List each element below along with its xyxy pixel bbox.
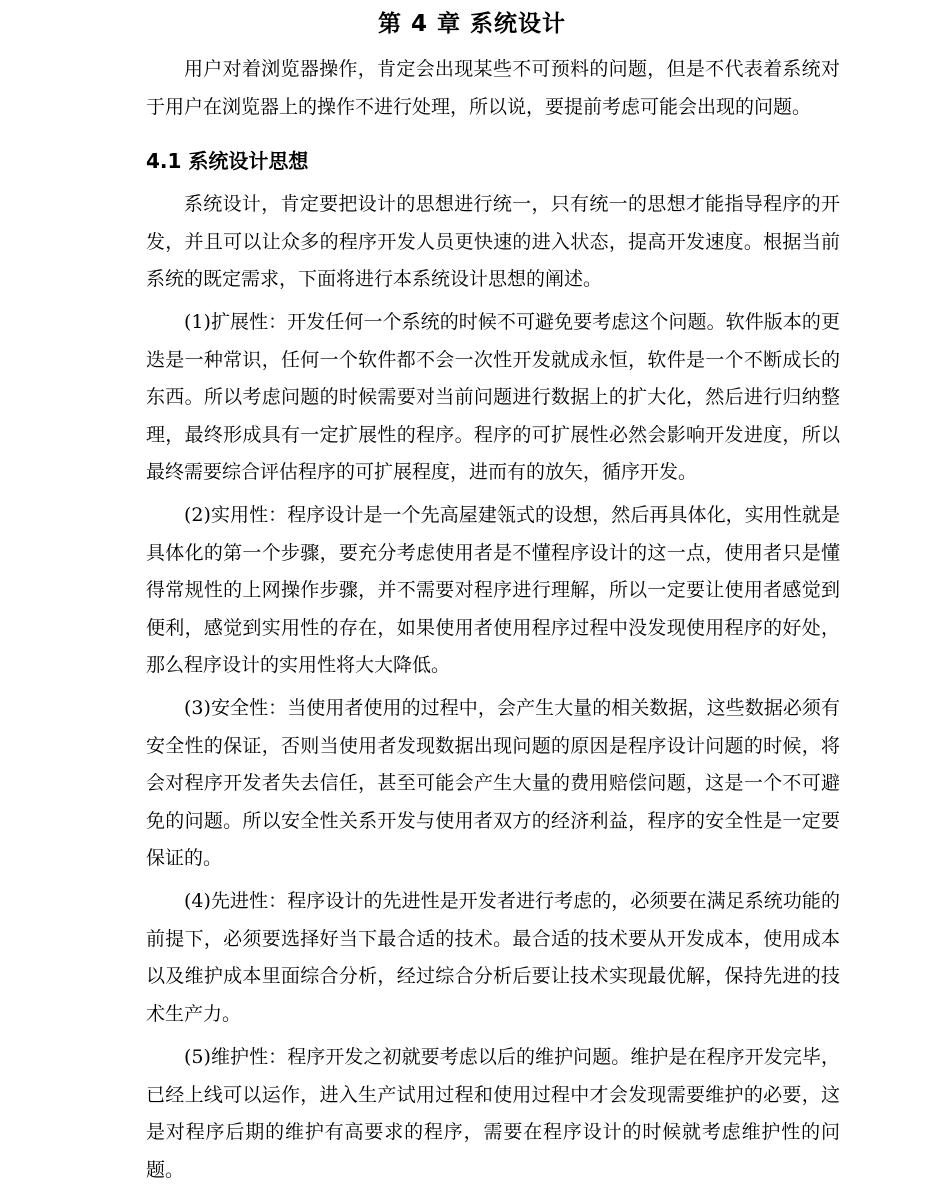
chapter-intro-paragraph: 用户对着浏览器操作，肯定会出现某些不可预料的问题，但是不代表着系统对于用户在浏览器上的操作不进行处理，所以说，要提前考虑可能会出现的问题。: [146, 58, 840, 118]
section-title: 4.1 系统设计思想: [146, 149, 309, 173]
item-maintainability-paragraph: (5)维护性：程序开发之初就要考虑以后的维护问题。维护是在程序开发完毕，已经上线可以运作，进入生产试用过程和使用过程中才会发现需要维护的必要，这是对程序后期的维护有高要求的程序，需要在程序设计的时候就考虑维护性的问题。: [146, 1046, 840, 1181]
item-extensibility-paragraph: (1)扩展性：开发任何一个系统的时候不可避免要考虑这个问题。软件版本的更迭是一种常识，任何一个软件都不会一次性开发就成永恒，软件是一个不断成长的东西。所以考虑问题的时候需要对当前问题进行数据上的扩大化，然后进行归纳整理，最终形成具有一定扩展性的程序。程序的可扩展性必然会影响开发进度，所以最终需要综合评估程序的可扩展程度，进而有的放矢，循序开发。: [146, 311, 840, 483]
item-security-paragraph: (3)安全性：当使用者使用的过程中，会产生大量的相关数据，这些数据必须有安全性的保证，否则当使用者发现数据出现问题的原因是程序设计问题的时候，将会对程序开发者失去信任，甚至可能会产生大量的费用赔偿问题，这是一个不可避免的问题。所以安全性关系开发与使用者双方的经济利益，程序的安全性是一定要保证的。: [146, 697, 840, 869]
chapter-title: 第 4 章 系统设计: [377, 11, 567, 37]
item-practicality-paragraph: (2)实用性：程序设计是一个先高屋建瓴式的设想，然后再具体化，实用性就是具体化的第一个步骤，要充分考虑使用者是不懂程序设计的这一点，使用者只是懂得常规性的上网操作步骤，并不需要对程序进行理解，所以一定要让使用者感觉到便利，感觉到实用性的存在，如果使用者使用程序过程中没发现使用程序的好处，那么程序设计的实用性将大大降低。: [146, 504, 840, 676]
section-intro-paragraph: 系统设计，肯定要把设计的思想进行统一，只有统一的思想才能指导程序的开发，并且可以让众多的程序开发人员更快速的进入状态，提高开发速度。根据当前系统的既定需求，下面将进行本系统设计思想的阐述。: [146, 193, 840, 290]
item-advancement-paragraph: (4)先进性：程序设计的先进性是开发者进行考虑的，必须要在满足系统功能的前提下，必须要选择好当下最合适的技术。最合适的技术要从开发成本，使用成本以及维护成本里面综合分析，经过综合分析后要让技术实现最优解，保持先进的技术生产力。: [146, 890, 840, 1025]
